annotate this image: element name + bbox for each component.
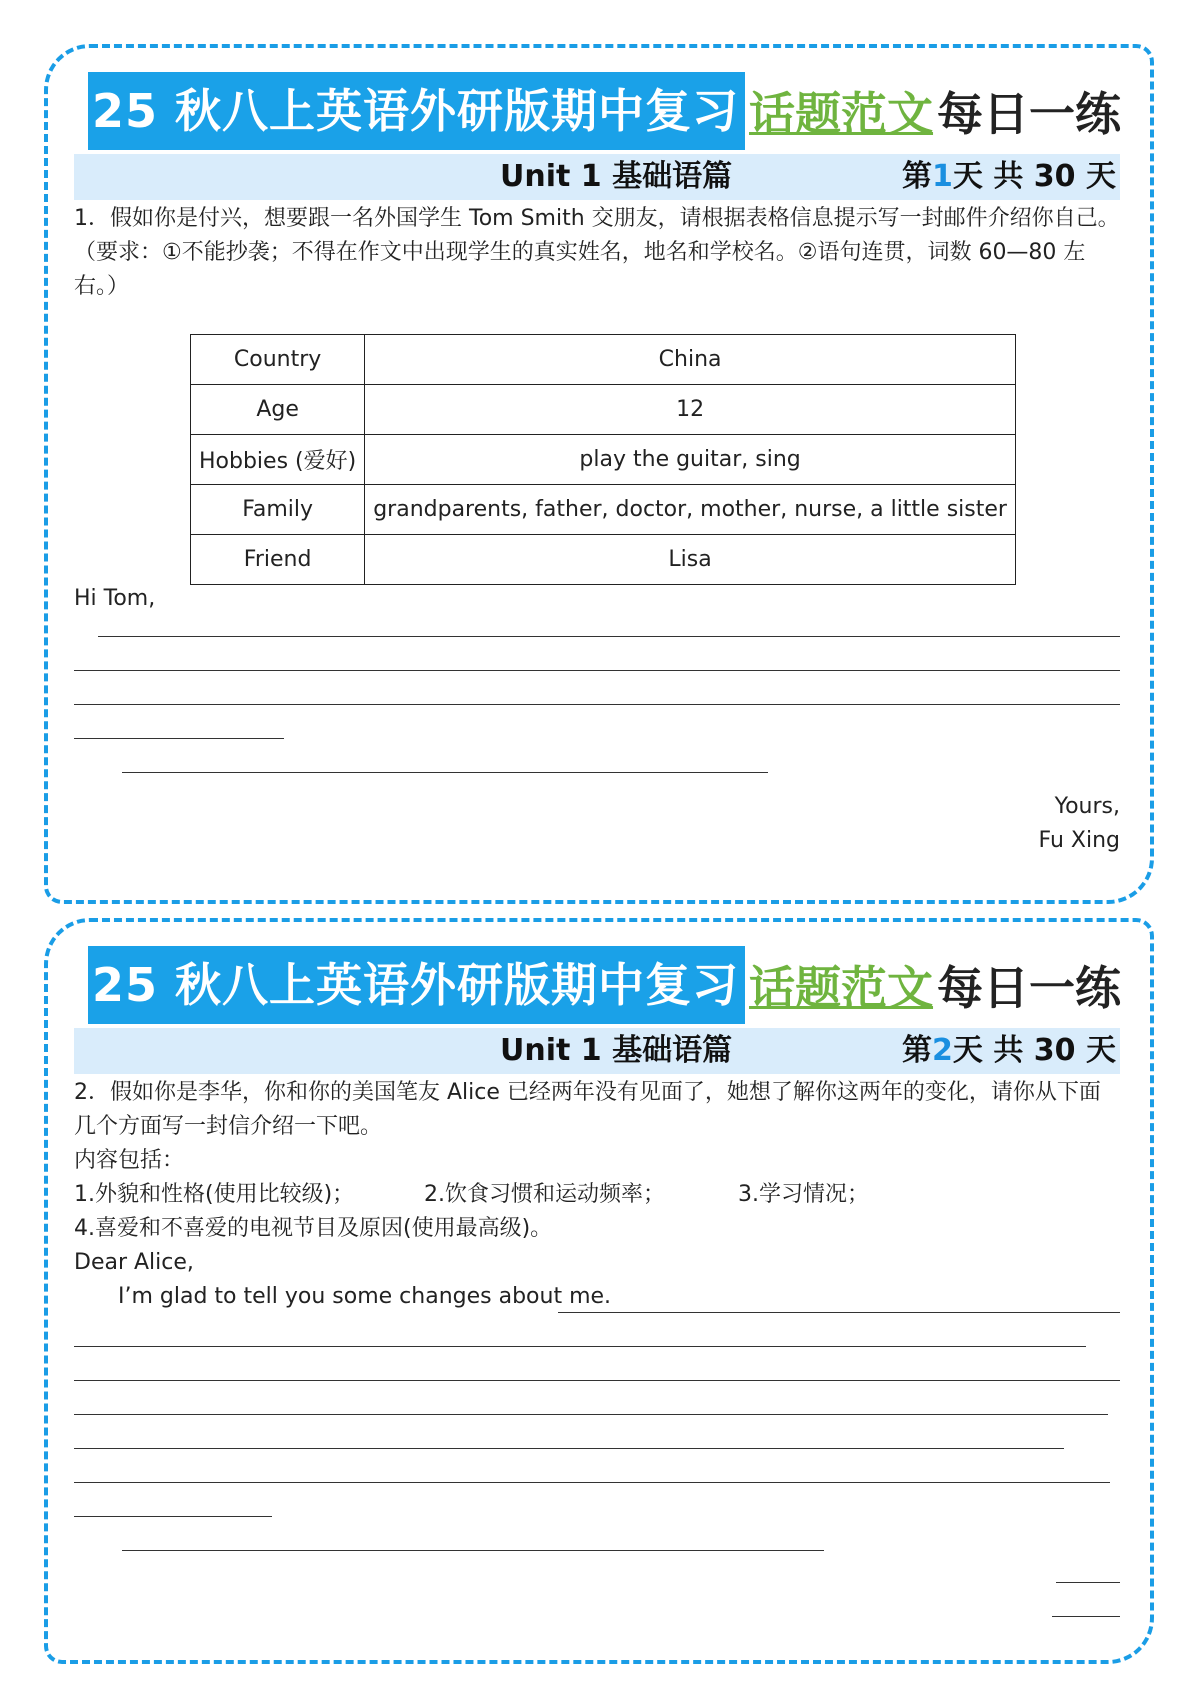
day-prefix: 第 — [902, 1033, 933, 1068]
point-1: 1.外貌和性格(使用比较级)； — [74, 1182, 355, 1207]
point-4: 4.喜爱和不喜爱的电视节目及原因(使用最高级)。 — [74, 1216, 553, 1241]
writing-line[interactable] — [122, 772, 768, 773]
day-suffix: 天 共 30 天 — [952, 1033, 1116, 1068]
worksheet-title — [88, 946, 1121, 1024]
unit-band — [74, 154, 1120, 200]
greeting: Dear Alice, — [74, 1250, 194, 1275]
signature: Fu Xing — [1038, 828, 1120, 853]
table-value: Lisa — [365, 535, 1016, 585]
writing-line[interactable] — [74, 670, 1120, 671]
opening-sentence: I’m glad to tell you some changes about me. — [118, 1284, 612, 1309]
worksheet-card-day-1 — [44, 44, 1154, 904]
title-main: 25 秋八上英语外研版期中复习 — [88, 946, 745, 1024]
prompt: 2．假如你是李华，你和你的美国笔友 Alice 已经两年没有见面了，她想了解你这两年的变化，请你从下面几个方面写一封信介绍一下吧。 — [74, 1080, 1101, 1139]
day-prefix: 第 — [902, 159, 933, 194]
table-row — [191, 435, 1016, 485]
table-key: Hobbies (爱好) — [191, 435, 365, 485]
title-topic: 话题范文 — [749, 87, 934, 141]
greeting: Hi Tom, — [74, 586, 156, 611]
table-row — [191, 485, 1016, 535]
table-value: China — [365, 335, 1016, 385]
title-main: 25 秋八上英语外研版期中复习 — [88, 72, 745, 150]
point-2: 2.饮食习惯和运动频率； — [424, 1182, 665, 1207]
writing-line[interactable] — [74, 1516, 272, 1517]
writing-line[interactable] — [74, 1346, 1086, 1347]
prompt: 1．假如你是付兴，想要跟一名外国学生 Tom Smith 交朋友，请根据表格信息提示写一封邮件介绍你自己。 — [74, 206, 1120, 231]
writing-line[interactable] — [74, 704, 1120, 705]
table-key: Country — [191, 335, 365, 385]
point-3: 3.学习情况； — [738, 1182, 869, 1207]
prompt-text — [74, 202, 1120, 304]
content-label: 内容包括： — [74, 1148, 185, 1173]
signature-line[interactable] — [1052, 1616, 1120, 1617]
title-tail: 每日一练 — [937, 961, 1122, 1015]
writing-line[interactable] — [122, 1550, 824, 1551]
writing-line[interactable] — [558, 1312, 1120, 1313]
writing-line[interactable] — [98, 636, 1120, 637]
unit-band — [74, 1028, 1120, 1074]
table-key: Age — [191, 385, 365, 435]
day-suffix: 天 共 30 天 — [952, 159, 1116, 194]
info-table — [190, 334, 1016, 585]
unit-label: Unit 1 基础语篇 — [500, 1033, 733, 1068]
closing: Yours, — [1054, 794, 1120, 819]
worksheet-card-day-2 — [44, 918, 1154, 1664]
writing-line[interactable] — [74, 738, 284, 739]
requirement: （要求：①不能抄袭；不得在作文中出现学生的真实姓名，地名和学校名。②语句连贯，词数 60—80 左右。） — [74, 240, 1086, 299]
writing-line[interactable] — [74, 1414, 1108, 1415]
unit-label: Unit 1 基础语篇 — [500, 159, 733, 194]
table-row — [191, 385, 1016, 435]
prompt-text — [74, 1076, 1120, 1178]
table-value: 12 — [365, 385, 1016, 435]
points-row — [74, 1178, 869, 1212]
table-key: Family — [191, 485, 365, 535]
table-value: play the guitar, sing — [365, 435, 1016, 485]
table-row — [191, 335, 1016, 385]
day-counter — [902, 154, 1116, 200]
table-value: grandparents, father, doctor, mother, nurse, a little sister — [365, 485, 1016, 535]
day-counter — [902, 1028, 1116, 1074]
worksheet-title — [88, 72, 1121, 150]
closing-line[interactable] — [1056, 1582, 1120, 1583]
writing-line[interactable] — [74, 1448, 1064, 1449]
day-number: 1 — [932, 159, 953, 194]
table-row — [191, 535, 1016, 585]
writing-line[interactable] — [74, 1482, 1110, 1483]
day-number: 2 — [932, 1033, 953, 1068]
writing-line[interactable] — [74, 1380, 1120, 1381]
title-topic: 话题范文 — [749, 961, 934, 1015]
table-key: Friend — [191, 535, 365, 585]
title-tail: 每日一练 — [937, 87, 1122, 141]
